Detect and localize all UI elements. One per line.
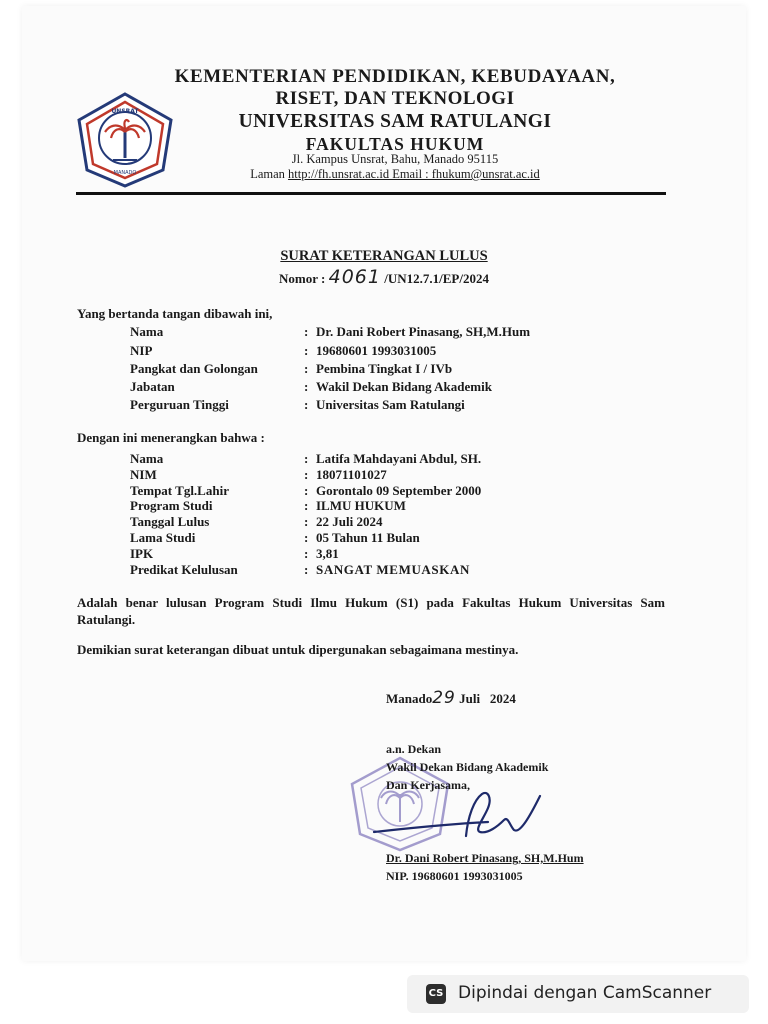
signing-place: Manado bbox=[386, 691, 433, 706]
number-suffix: /UN12.7.1/EP/2024 bbox=[384, 271, 489, 286]
student-program-label: Program Studi bbox=[130, 498, 213, 513]
signer-nip: NIP. 19680601 1993031005 bbox=[386, 869, 523, 883]
faculty-name: FAKULTAS HUKUM bbox=[305, 134, 485, 154]
svg-text:UNSRAT: UNSRAT bbox=[111, 108, 139, 115]
colon: : bbox=[304, 361, 309, 376]
website-link: http://fh.unsrat.ac.id Email : fhukum@unsrat.ac.id bbox=[288, 167, 540, 181]
student-nim-label: NIM bbox=[130, 467, 157, 482]
handwritten-day: 29 bbox=[432, 688, 456, 708]
signer-position-line1: Wakil Dekan Bidang Akademik bbox=[386, 760, 549, 774]
signer-rank-label: Pangkat dan Golongan bbox=[130, 361, 258, 376]
number-label: Nomor : bbox=[279, 271, 326, 286]
graduation-date-value: 22 Juli 2024 bbox=[316, 514, 383, 529]
signer-rank-value: Pembina Tingkat I / IVb bbox=[316, 361, 453, 376]
colon: : bbox=[304, 498, 309, 513]
handwritten-signature bbox=[370, 786, 560, 846]
gpa-value: 3,81 bbox=[316, 546, 339, 561]
colon: : bbox=[304, 483, 309, 498]
colon: : bbox=[304, 451, 309, 466]
colon: : bbox=[304, 379, 309, 394]
camscanner-label: Dipindai dengan CamScanner bbox=[458, 983, 712, 1003]
colon: : bbox=[304, 324, 309, 339]
colon: : bbox=[304, 546, 309, 561]
graduation-date-label: Tanggal Lulus bbox=[130, 514, 210, 529]
colon: : bbox=[304, 514, 309, 529]
signer-nip-value: 19680601 1993031005 bbox=[316, 343, 437, 358]
signer-institution-value: Universitas Sam Ratulangi bbox=[316, 397, 465, 412]
university-name: UNIVERSITAS SAM RATULANGI bbox=[238, 111, 552, 132]
colon: : bbox=[304, 343, 309, 358]
statement-paragraph: Adalah benar lulusan Program Studi Ilmu Hukum (S1) pada Fakultas Hukum Universitas Sam Ratulangi. bbox=[77, 595, 665, 627]
colon: : bbox=[304, 467, 309, 482]
student-birth-value: Gorontalo 09 September 2000 bbox=[316, 483, 482, 498]
header-divider bbox=[76, 192, 666, 195]
letter-title: SURAT KETERANGAN LULUS bbox=[280, 248, 488, 264]
signer-intro: Yang bertanda tangan dibawah ini, bbox=[77, 306, 273, 321]
faculty-address: Jl. Kampus Unsrat, Bahu, Manado 95115 bbox=[291, 152, 499, 166]
faculty-website bbox=[150, 167, 640, 182]
predicate-label: Predikat Kelulusan bbox=[130, 562, 238, 577]
student-birth-label: Tempat Tgl.Lahir bbox=[130, 483, 229, 498]
signer-nip-label: NIP bbox=[130, 343, 153, 358]
svg-text:· MANADO ·: · MANADO · bbox=[110, 170, 140, 176]
ministry-name-line2: RISET, DAN TEKNOLOGI bbox=[275, 88, 515, 109]
closing-paragraph: Demikian surat keterangan dibuat untuk dipergunakan sebagaimana mestinya. bbox=[77, 642, 519, 657]
student-name-label: Nama bbox=[130, 451, 164, 466]
signer-name-label: Nama bbox=[130, 324, 164, 339]
signer-institution-label: Perguruan Tinggi bbox=[130, 397, 229, 412]
student-intro: Dengan ini menerangkan bahwa : bbox=[77, 430, 265, 445]
signer-position-line2: Dan Kerjasama, bbox=[386, 778, 470, 792]
ministry-name-line1: KEMENTERIAN PENDIDIKAN, KEBUDAYAAN, bbox=[174, 66, 616, 87]
camscanner-icon: CS bbox=[426, 984, 446, 1004]
gpa-label: IPK bbox=[130, 546, 154, 561]
colon: : bbox=[304, 530, 309, 545]
study-length-label: Lama Studi bbox=[130, 530, 196, 545]
handwritten-number: 4061 bbox=[328, 266, 381, 288]
on-behalf-of-dean: a.n. Dekan bbox=[386, 742, 442, 756]
student-name-value: Latifa Mahdayani Abdul, SH. bbox=[316, 451, 482, 466]
camscanner-badge bbox=[407, 975, 749, 1013]
signer-position-value: Wakil Dekan Bidang Akademik bbox=[316, 379, 492, 394]
letter-number bbox=[0, 266, 768, 288]
website-prefix: Laman bbox=[250, 167, 289, 181]
signing-place-date bbox=[386, 688, 516, 708]
signer-name-value: Dr. Dani Robert Pinasang, SH,M.Hum bbox=[316, 324, 531, 339]
signer-position-label: Jabatan bbox=[130, 379, 175, 394]
student-nim-value: 18071101027 bbox=[316, 467, 387, 482]
signer-name: Dr. Dani Robert Pinasang, SH,M.Hum bbox=[386, 851, 584, 865]
predicate-value: SANGAT MEMUASKAN bbox=[316, 562, 470, 577]
student-program-value: ILMU HUKUM bbox=[316, 498, 406, 513]
colon: : bbox=[304, 397, 309, 412]
study-length-value: 05 Tahun 11 Bulan bbox=[316, 530, 420, 545]
signing-month-year: Juli 2024 bbox=[459, 691, 516, 706]
colon: : bbox=[304, 562, 309, 577]
